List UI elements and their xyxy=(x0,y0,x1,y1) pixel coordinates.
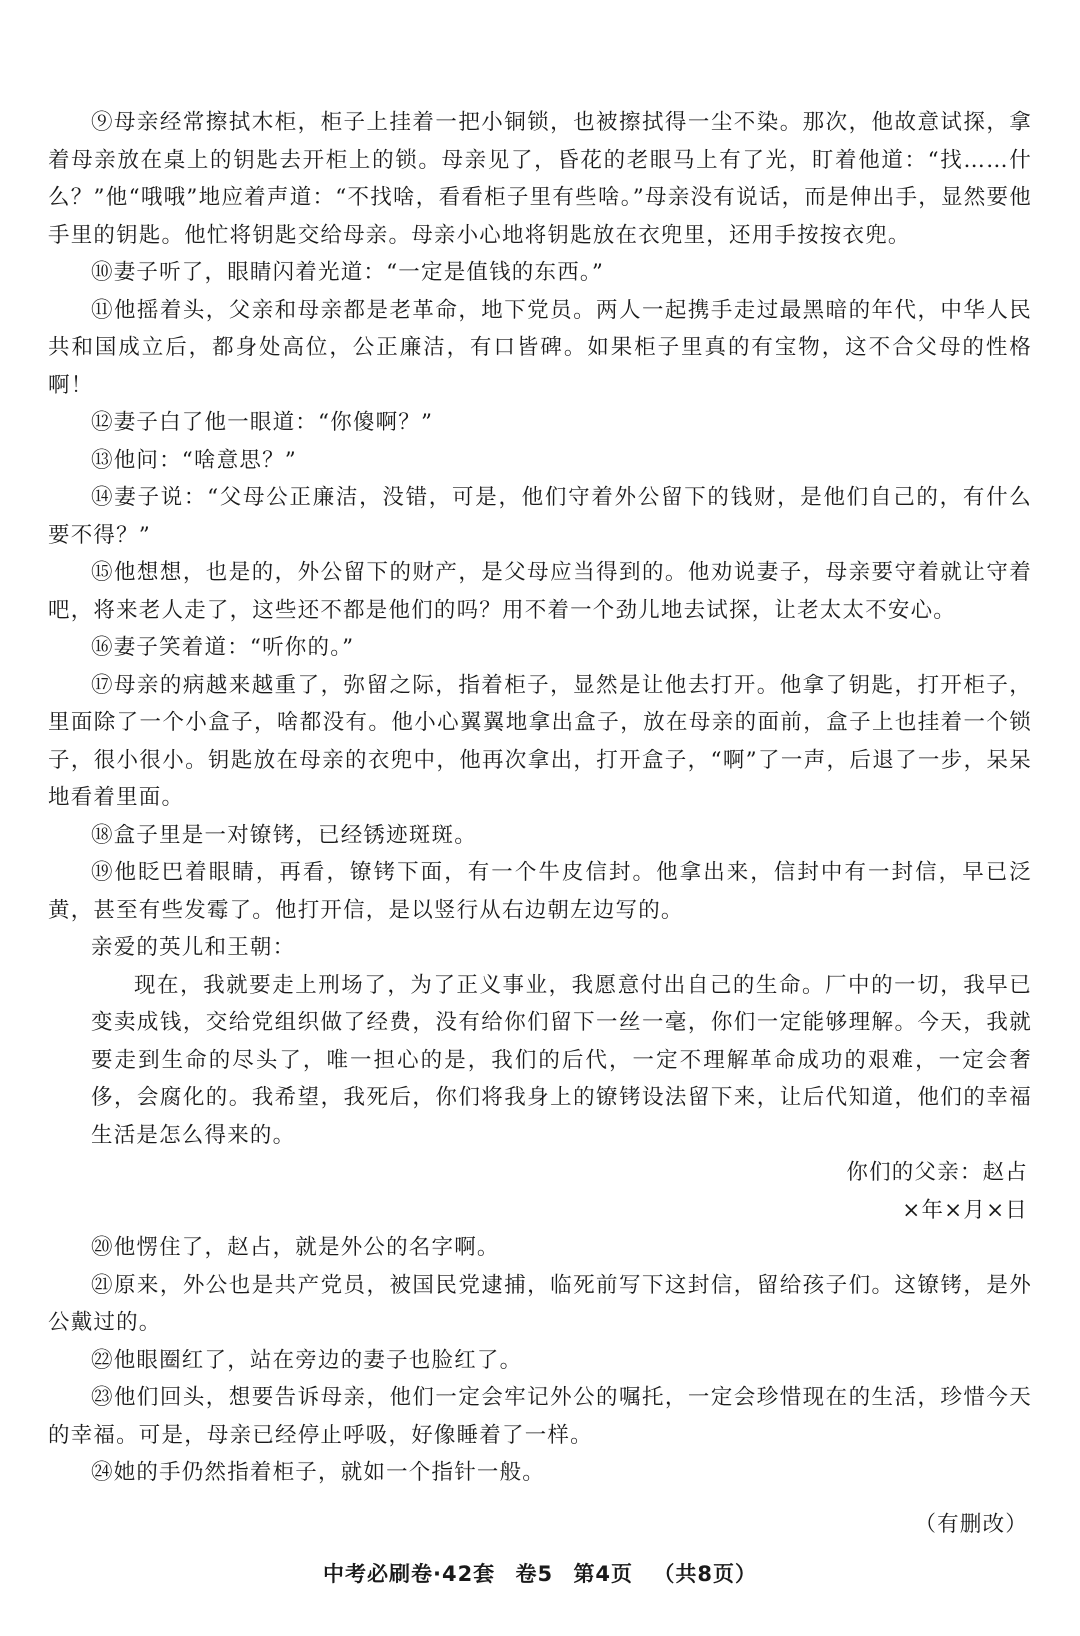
letter-salutation: 亲爱的英儿和王朝： xyxy=(91,935,296,960)
footer-series: 中考必刷卷·42套 xyxy=(322,1562,496,1586)
source-note: （有删改） xyxy=(914,1511,1028,1537)
paragraph-15: ⑮他想想，也是的，外公留下的财产，是父母应当得到的。他劝说妻子，母亲要守着就让守着吧，将来老人走了，这些还不都是他们的吗？用不着一个劲儿地去试探，让老太太不安心。 xyxy=(48,560,1032,623)
paragraph-12: ⑫妻子白了他一眼道：“你傻啊？” xyxy=(91,410,434,435)
paragraph-14: ⑭妻子说：“父母公正廉洁，没错，可是，他们守着外公留下的钱财，是他们自己的，有什么要不得？” xyxy=(48,485,1032,548)
letter xyxy=(48,929,1032,1229)
paragraph-17: ⑰母亲的病越来越重了，弥留之际，指着柜子，显然是让他去打开。他拿了钥匙，打开柜子，里面除了一个小盒子，啥都没有。他小心翼翼地拿出盒子，放在母亲的面前，盒子上也挂着一个锁子，很小很小。钥匙放在母亲的衣兜中，他再次拿出，打开盒子，“啊”了一声，后退了一步，呆呆地看着里面。 xyxy=(48,672,1032,810)
paragraph-11: ⑪他摇着头，父亲和母亲都是老革命，地下党员。两人一起携手走过最黑暗的年代，中华人民共和国成立后，都身处高位，公正廉洁，有口皆碑。如果柜子里真的有宝物，这不合父母的性格啊！ xyxy=(48,297,1032,398)
paragraph-9: ⑨母亲经常擦拭木柜，柜子上挂着一把小铜锁，也被擦拭得一尘不染。那次，他故意试探，拿着母亲放在桌上的钥匙去开柜上的锁。母亲见了，昏花的老眼马上有了光，盯着他道：“找……什么？”他“哦哦”地应着声道：“不找啥，看看柜子里有些啥。”母亲没有说话，而是伸出手，显然要他手里的钥匙。他忙将钥匙交给母亲。母亲小心地将钥匙放在衣兜里，还用手按按衣兜。 xyxy=(48,110,1032,248)
paragraph-18: ⑱盒子里是一对镣铐，已经锈迹斑斑。 xyxy=(91,822,477,848)
paragraph-13: ⑬他问：“啥意思？” xyxy=(91,447,297,473)
paragraph-16: ⑯妻子笑着道：“听你的。” xyxy=(91,635,355,660)
paragraph-22: ㉒他眼圈红了，站在旁边的妻子也脸红了。 xyxy=(91,1347,523,1373)
footer-total: （共8页） xyxy=(653,1562,757,1586)
paragraph-10: ⑩妻子听了，眼睛闪着光道：“一定是值钱的东西。” xyxy=(91,260,605,285)
paragraph-23: ㉓他们回头，想要告诉母亲，他们一定会牢记外公的嘱托，一定会珍惜现在的生活，珍惜今天的幸福。可是，母亲已经停止呼吸，好像睡着了一样。 xyxy=(48,1385,1032,1448)
footer-page: 第4页 xyxy=(573,1562,634,1586)
letter-signature: 你们的父亲：赵占 xyxy=(846,1160,1028,1185)
footer-volume: 卷5 xyxy=(515,1562,554,1586)
letter-body: 现在，我就要走上刑场了，为了正义事业，我愿意付出自己的生命。厂中的一切，我早已变卖成钱，交给党组织做了经费，没有给你们留下一丝一毫，你们一定能够理解。今天，我就要走到生命的尽头了，唯一担心的是，我们的后代，一定不理解革命成功的艰难，一定会奢侈，会腐化的。我希望，我死后，你们将我身上的镣铐设法留下来，让后代知道，他们的幸福生活是怎么得来的。 xyxy=(91,972,1032,1148)
paragraph-21: ㉑原来，外公也是共产党员，被国民党逮捕，临死前写下这封信，留给孩子们。这镣铐，是外公戴过的。 xyxy=(48,1272,1032,1335)
paragraph-24: ㉔她的手仍然指着柜子，就如一个指针一般。 xyxy=(91,1460,546,1485)
page-footer xyxy=(0,1558,1080,1588)
reading-passage xyxy=(48,104,1032,1543)
paragraph-19: ⑲他眨巴着眼睛，再看，镣铐下面，有一个牛皮信封。他拿出来，信封中有一封信，早已泛黄，甚至有些发霉了。他打开信，是以竖行从右边朝左边写的。 xyxy=(48,860,1032,923)
paragraph-20: ⑳他愣住了，赵占，就是外公的名字啊。 xyxy=(91,1235,500,1260)
letter-date: ×年×月×日 xyxy=(902,1197,1028,1223)
